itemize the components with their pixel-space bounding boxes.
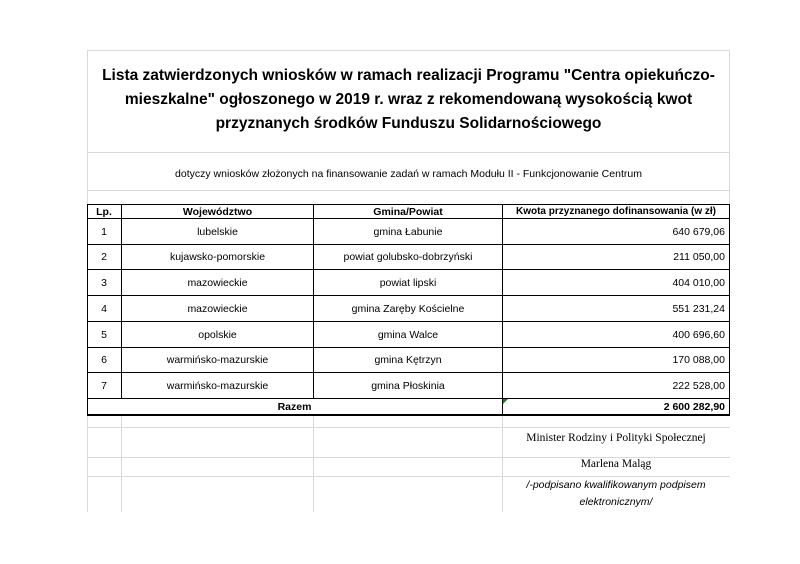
row-wojewodztwo: kujawsko-pomorskie (169, 251, 266, 263)
header-wojewodztwo: Województwo (182, 205, 253, 218)
row-wojewodztwo: lubelskie (197, 225, 238, 238)
signature-name: Marlena Maląg (580, 458, 652, 470)
row-wojewodztwo: warmińsko-mazurskie (166, 354, 269, 366)
title-line-1: Lista zatwierdzonych wniosków w ramach realizacji Programu "Centra opiekuńczo- (102, 67, 715, 84)
row-lp: 4 (101, 302, 107, 315)
header-gmina-powiat: Gmina/Powiat (373, 205, 443, 218)
row-gmina: gmina Płoskinia (371, 379, 445, 392)
row-lp: 3 (101, 276, 107, 289)
row-kwota: 640 679,06 (672, 225, 725, 238)
signature-note-line-2: elektronicznym/ (579, 496, 653, 508)
row-gmina: gmina Zaręby Kościelne (351, 302, 465, 315)
row-gmina: powiat lipski (379, 276, 437, 289)
spreadsheet-page (87, 50, 730, 512)
row-gmina: gmina Kętrzyn (374, 354, 442, 366)
row-lp: 2 (101, 251, 107, 263)
row-kwota: 222 528,00 (672, 379, 725, 392)
total-label: Razem (277, 400, 312, 413)
row-gmina: powiat golubsko-dobrzyński (343, 251, 473, 263)
row-wojewodztwo: mazowieckie (187, 302, 248, 315)
row-kwota: 404 010,00 (672, 276, 725, 289)
row-wojewodztwo: warmińsko-mazurskie (166, 379, 269, 392)
row-lp: 6 (101, 354, 107, 366)
total-value: 2 600 282,90 (663, 400, 725, 413)
header-lp: Lp. (96, 205, 112, 218)
row-gmina: gmina Łabunie (373, 225, 443, 238)
row-lp: 7 (101, 379, 107, 392)
row-lp: 1 (101, 225, 107, 238)
row-wojewodztwo: mazowieckie (187, 276, 248, 289)
header-kwota: Kwota przyznanego dofinansowania (w zł) (515, 206, 716, 217)
row-kwota: 551 231,24 (672, 302, 725, 315)
signature-position: Minister Rodziny i Polityki Społecznej (526, 432, 706, 444)
row-wojewodztwo: opolskie (198, 328, 237, 341)
row-kwota: 170 088,00 (672, 354, 725, 366)
signature-note (503, 477, 729, 511)
signature-note-line-1: /-podpisano kwalifikowanym podpisem (526, 479, 706, 491)
title-line-3: przyznanych środków Funduszu Solidarnościowego (215, 115, 602, 132)
row-gmina: gmina Walce (377, 328, 439, 341)
title-line-2: mieszkalne" ogłoszonego w 2019 r. wraz z rekomendowaną wysokością kwot (124, 91, 693, 108)
row-kwota: 400 696,60 (672, 328, 725, 341)
row-lp: 5 (101, 328, 107, 341)
document-title (87, 64, 730, 136)
document-subtitle: dotyczy wniosków złożonych na finansowanie zadań w ramach Modułu II - Funkcjonowanie Centrum (175, 168, 642, 180)
row-kwota: 211 050,00 (673, 251, 725, 263)
